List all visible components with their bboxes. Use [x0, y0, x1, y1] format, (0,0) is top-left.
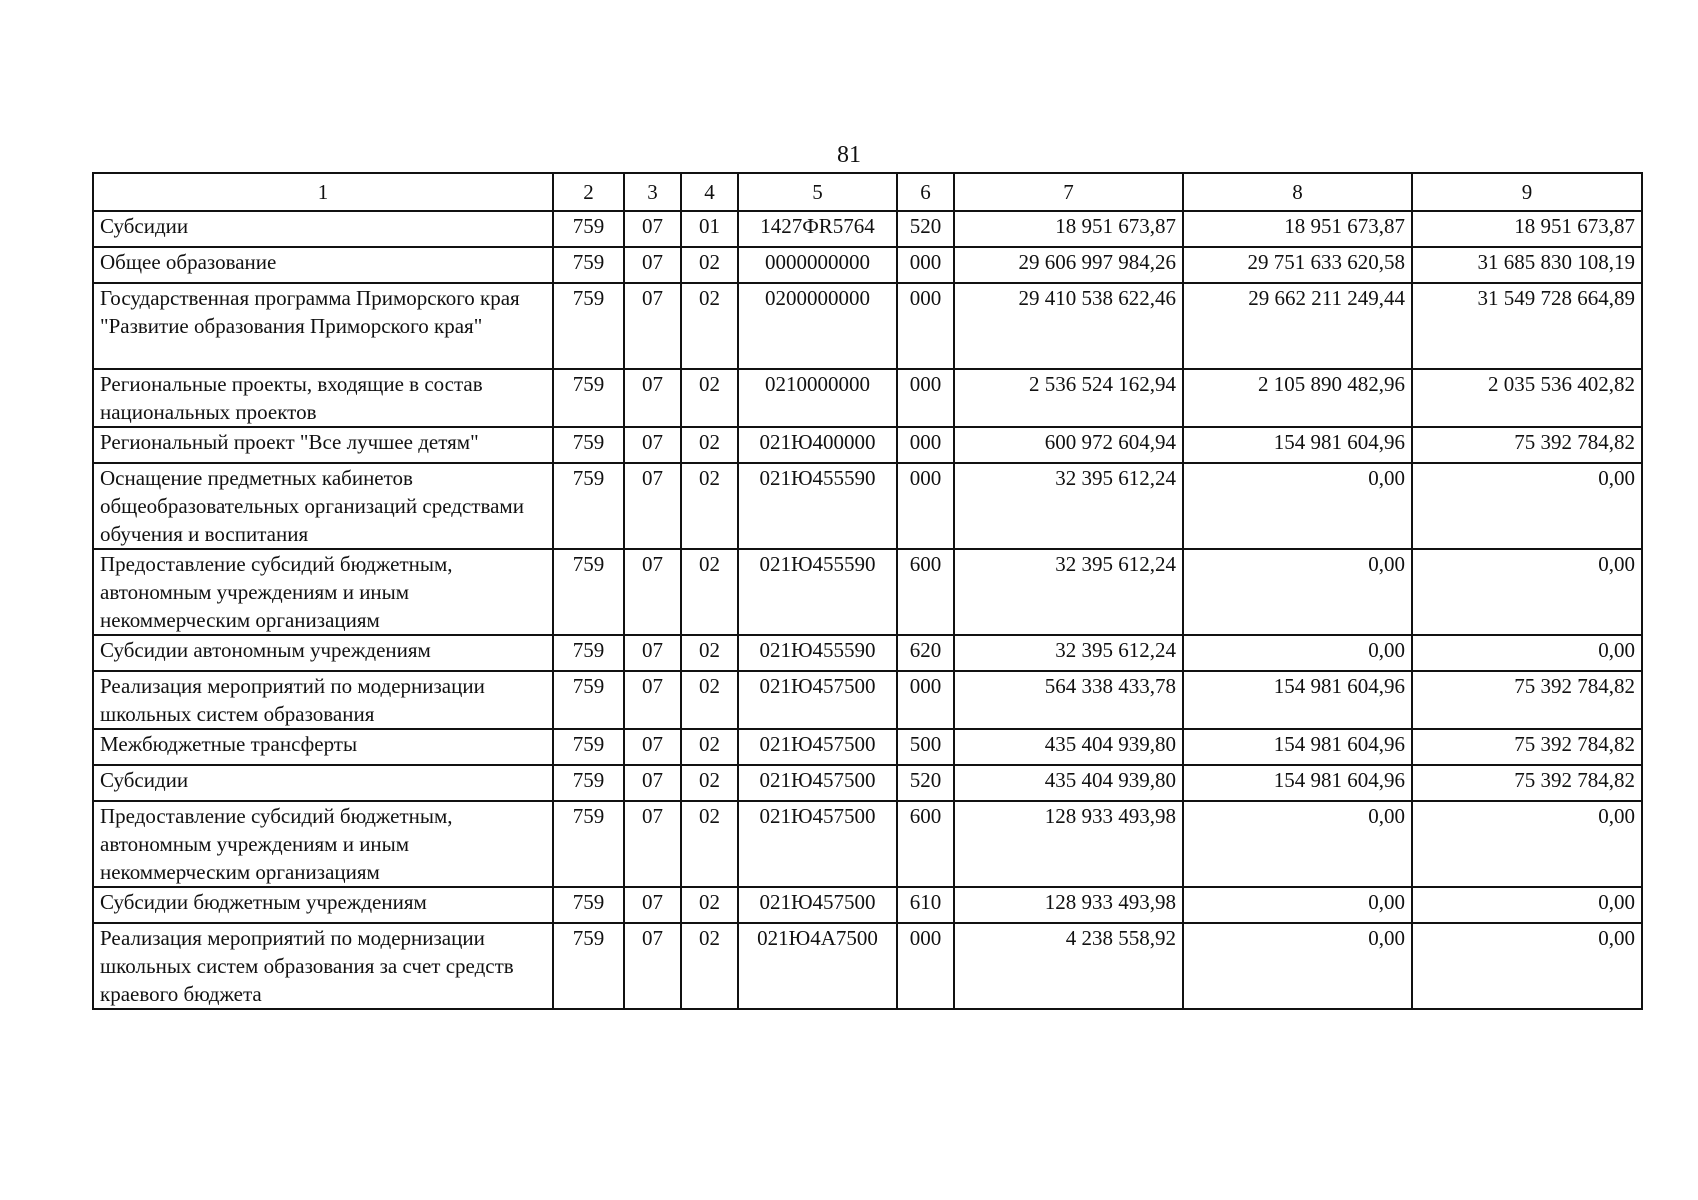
table-row — [93, 549, 1642, 635]
amount-col-7: 2 536 524 162,94 — [954, 369, 1183, 427]
target-item-code: 021Ю457500 — [738, 729, 897, 765]
target-item-code: 021Ю455590 — [738, 635, 897, 671]
subsection-code: 02 — [681, 427, 738, 463]
expense-type-code: 520 — [897, 765, 954, 801]
section-code: 07 — [624, 283, 681, 369]
expense-type-code: 000 — [897, 369, 954, 427]
ministry-code: 759 — [553, 923, 624, 1009]
target-item-code: 021Ю455590 — [738, 549, 897, 635]
column-header: 9 — [1412, 173, 1642, 211]
amount-col-7: 435 404 939,80 — [954, 765, 1183, 801]
amount-col-8: 0,00 — [1183, 463, 1412, 549]
table-row — [93, 635, 1642, 671]
subsection-code: 02 — [681, 635, 738, 671]
section-code: 07 — [624, 549, 681, 635]
column-header: 1 — [93, 173, 553, 211]
target-item-code: 021Ю400000 — [738, 427, 897, 463]
amount-col-8: 0,00 — [1183, 923, 1412, 1009]
table-row — [93, 729, 1642, 765]
amount-col-9: 75 392 784,82 — [1412, 729, 1642, 765]
amount-col-9: 2 035 536 402,82 — [1412, 369, 1642, 427]
expense-name: Межбюджетные трансферты — [93, 729, 553, 765]
ministry-code: 759 — [553, 729, 624, 765]
expense-type-code: 600 — [897, 549, 954, 635]
amount-col-9: 0,00 — [1412, 887, 1642, 923]
amount-col-7: 128 933 493,98 — [954, 801, 1183, 887]
expense-type-code: 520 — [897, 211, 954, 247]
expense-type-code: 610 — [897, 887, 954, 923]
amount-col-9: 75 392 784,82 — [1412, 765, 1642, 801]
page-number: 81 — [837, 142, 861, 168]
amount-col-9: 75 392 784,82 — [1412, 427, 1642, 463]
amount-col-7: 29 606 997 984,26 — [954, 247, 1183, 283]
section-code: 07 — [624, 247, 681, 283]
section-code: 07 — [624, 887, 681, 923]
expense-name: Государственная программа Приморского края "Развитие образования Приморского края" — [93, 283, 553, 369]
table-row — [93, 887, 1642, 923]
section-code: 07 — [624, 211, 681, 247]
target-item-code: 1427ФR5764 — [738, 211, 897, 247]
ministry-code: 759 — [553, 635, 624, 671]
ministry-code: 759 — [553, 671, 624, 729]
section-code: 07 — [624, 463, 681, 549]
amount-col-9: 0,00 — [1412, 635, 1642, 671]
amount-col-7: 564 338 433,78 — [954, 671, 1183, 729]
amount-col-9: 75 392 784,82 — [1412, 671, 1642, 729]
subsection-code: 01 — [681, 211, 738, 247]
amount-col-9: 18 951 673,87 — [1412, 211, 1642, 247]
table-row — [93, 427, 1642, 463]
column-header: 4 — [681, 173, 738, 211]
subsection-code: 02 — [681, 671, 738, 729]
amount-col-8: 154 981 604,96 — [1183, 671, 1412, 729]
section-code: 07 — [624, 729, 681, 765]
amount-col-8: 0,00 — [1183, 801, 1412, 887]
expense-name: Предоставление субсидий бюджетным, автономным учреждениям и иным некоммерческим организациям — [93, 549, 553, 635]
section-code: 07 — [624, 801, 681, 887]
ministry-code: 759 — [553, 765, 624, 801]
subsection-code: 02 — [681, 887, 738, 923]
subsection-code: 02 — [681, 463, 738, 549]
expense-name: Субсидии бюджетным учреждениям — [93, 887, 553, 923]
ministry-code: 759 — [553, 283, 624, 369]
expense-type-code: 000 — [897, 671, 954, 729]
target-item-code: 021Ю457500 — [738, 801, 897, 887]
amount-col-7: 4 238 558,92 — [954, 923, 1183, 1009]
expense-type-code: 620 — [897, 635, 954, 671]
subsection-code: 02 — [681, 801, 738, 887]
expense-type-code: 600 — [897, 801, 954, 887]
table-row — [93, 463, 1642, 549]
target-item-code: 021Ю4А7500 — [738, 923, 897, 1009]
amount-col-7: 18 951 673,87 — [954, 211, 1183, 247]
column-header: 6 — [897, 173, 954, 211]
expense-name: Субсидии — [93, 765, 553, 801]
column-header: 8 — [1183, 173, 1412, 211]
ministry-code: 759 — [553, 211, 624, 247]
expense-type-code: 000 — [897, 427, 954, 463]
ministry-code: 759 — [553, 369, 624, 427]
header-row — [93, 173, 1642, 211]
amount-col-8: 0,00 — [1183, 635, 1412, 671]
amount-col-9: 0,00 — [1412, 801, 1642, 887]
expense-name: Субсидии автономным учреждениям — [93, 635, 553, 671]
target-item-code: 021Ю455590 — [738, 463, 897, 549]
subsection-code: 02 — [681, 283, 738, 369]
subsection-code: 02 — [681, 923, 738, 1009]
target-item-code: 0200000000 — [738, 283, 897, 369]
subsection-code: 02 — [681, 369, 738, 427]
section-code: 07 — [624, 765, 681, 801]
expense-type-code: 000 — [897, 247, 954, 283]
table-row — [93, 211, 1642, 247]
expense-name: Реализация мероприятий по модернизации школьных систем образования за счет средств краевого бюджета — [93, 923, 553, 1009]
amount-col-9: 0,00 — [1412, 463, 1642, 549]
amount-col-7: 32 395 612,24 — [954, 635, 1183, 671]
target-item-code: 021Ю457500 — [738, 671, 897, 729]
subsection-code: 02 — [681, 729, 738, 765]
section-code: 07 — [624, 427, 681, 463]
column-header: 7 — [954, 173, 1183, 211]
column-header: 2 — [553, 173, 624, 211]
amount-col-8: 0,00 — [1183, 887, 1412, 923]
column-header: 5 — [738, 173, 897, 211]
budget-table — [92, 172, 1643, 1010]
subsection-code: 02 — [681, 247, 738, 283]
amount-col-9: 31 549 728 664,89 — [1412, 283, 1642, 369]
expense-name: Реализация мероприятий по модернизации школьных систем образования — [93, 671, 553, 729]
target-item-code: 0210000000 — [738, 369, 897, 427]
amount-col-7: 32 395 612,24 — [954, 463, 1183, 549]
subsection-code: 02 — [681, 765, 738, 801]
section-code: 07 — [624, 369, 681, 427]
amount-col-8: 0,00 — [1183, 549, 1412, 635]
amount-col-8: 154 981 604,96 — [1183, 729, 1412, 765]
amount-col-8: 2 105 890 482,96 — [1183, 369, 1412, 427]
expense-name: Региональные проекты, входящие в состав национальных проектов — [93, 369, 553, 427]
ministry-code: 759 — [553, 463, 624, 549]
amount-col-7: 600 972 604,94 — [954, 427, 1183, 463]
amount-col-9: 0,00 — [1412, 549, 1642, 635]
expense-type-code: 000 — [897, 463, 954, 549]
ministry-code: 759 — [553, 801, 624, 887]
amount-col-7: 32 395 612,24 — [954, 549, 1183, 635]
amount-col-8: 29 662 211 249,44 — [1183, 283, 1412, 369]
expense-name: Региональный проект "Все лучшее детям" — [93, 427, 553, 463]
table-row — [93, 283, 1642, 369]
table-row — [93, 369, 1642, 427]
expense-name: Предоставление субсидий бюджетным, автономным учреждениям и иным некоммерческим организациям — [93, 801, 553, 887]
subsection-code: 02 — [681, 549, 738, 635]
expense-name: Оснащение предметных кабинетов общеобразовательных организаций средствами обучения и воспитания — [93, 463, 553, 549]
expense-name: Субсидии — [93, 211, 553, 247]
target-item-code: 021Ю457500 — [738, 765, 897, 801]
amount-col-7: 435 404 939,80 — [954, 729, 1183, 765]
amount-col-8: 29 751 633 620,58 — [1183, 247, 1412, 283]
expense-type-code: 000 — [897, 283, 954, 369]
amount-col-8: 154 981 604,96 — [1183, 765, 1412, 801]
amount-col-7: 128 933 493,98 — [954, 887, 1183, 923]
section-code: 07 — [624, 671, 681, 729]
amount-col-8: 18 951 673,87 — [1183, 211, 1412, 247]
section-code: 07 — [624, 635, 681, 671]
amount-col-8: 154 981 604,96 — [1183, 427, 1412, 463]
expense-type-code: 500 — [897, 729, 954, 765]
table-row — [93, 765, 1642, 801]
table-row — [93, 247, 1642, 283]
expense-name: Общее образование — [93, 247, 553, 283]
target-item-code: 021Ю457500 — [738, 887, 897, 923]
table-row — [93, 801, 1642, 887]
ministry-code: 759 — [553, 247, 624, 283]
ministry-code: 759 — [553, 549, 624, 635]
table-row — [93, 923, 1642, 1009]
table-row — [93, 671, 1642, 729]
amount-col-7: 29 410 538 622,46 — [954, 283, 1183, 369]
amount-col-9: 31 685 830 108,19 — [1412, 247, 1642, 283]
expense-type-code: 000 — [897, 923, 954, 1009]
section-code: 07 — [624, 923, 681, 1009]
column-header: 3 — [624, 173, 681, 211]
ministry-code: 759 — [553, 887, 624, 923]
amount-col-9: 0,00 — [1412, 923, 1642, 1009]
target-item-code: 0000000000 — [738, 247, 897, 283]
ministry-code: 759 — [553, 427, 624, 463]
